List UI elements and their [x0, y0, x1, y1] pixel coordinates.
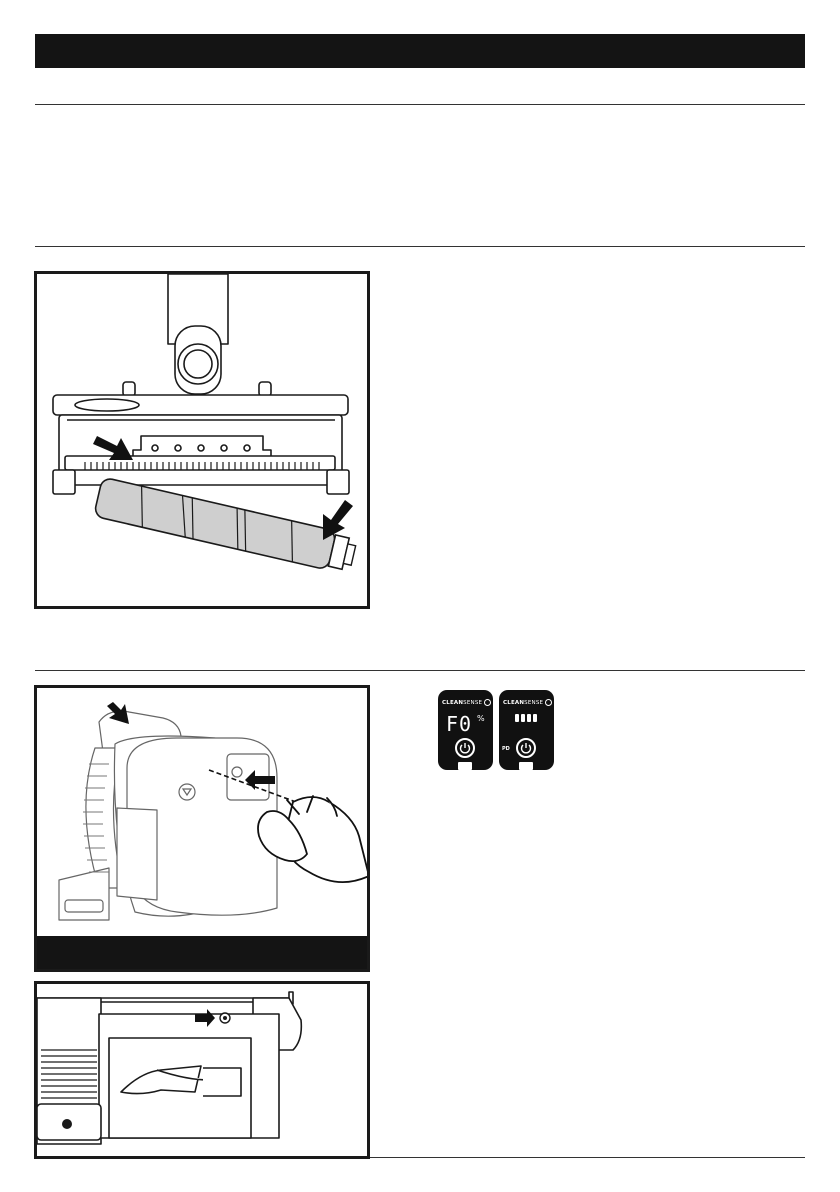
dust-cup-illustration — [37, 984, 367, 1156]
section-header-bar — [35, 34, 805, 68]
section-divider — [35, 246, 805, 247]
display-left-clean-sense — [438, 690, 493, 770]
display-right-clean-sense — [499, 690, 554, 770]
brand-logo: CLEANSENSE — [442, 699, 490, 706]
power-button-icon[interactable] — [455, 738, 475, 758]
section-divider — [35, 670, 805, 671]
brand-logo: CLEANSENSE — [503, 699, 551, 706]
section-divider — [35, 104, 805, 105]
power-button-icon[interactable] — [516, 738, 536, 758]
pd-indicator-label: PD — [502, 746, 510, 752]
battery-level-icon — [515, 712, 537, 724]
display-stem — [458, 762, 472, 770]
percent-symbol: % — [477, 714, 485, 723]
iq-badge-icon — [484, 699, 491, 706]
sensor-cleaning-figure — [34, 685, 370, 972]
figure-caption-bar — [37, 936, 367, 970]
iq-badge-icon — [545, 699, 552, 706]
display-stem — [519, 762, 533, 770]
dust-cup-figure — [34, 981, 370, 1159]
sensor-cleaning-illustration — [37, 688, 367, 936]
brushroll-illustration — [37, 274, 367, 606]
readout-text: F0 — [446, 712, 473, 736]
brushroll-removal-figure — [34, 271, 370, 609]
